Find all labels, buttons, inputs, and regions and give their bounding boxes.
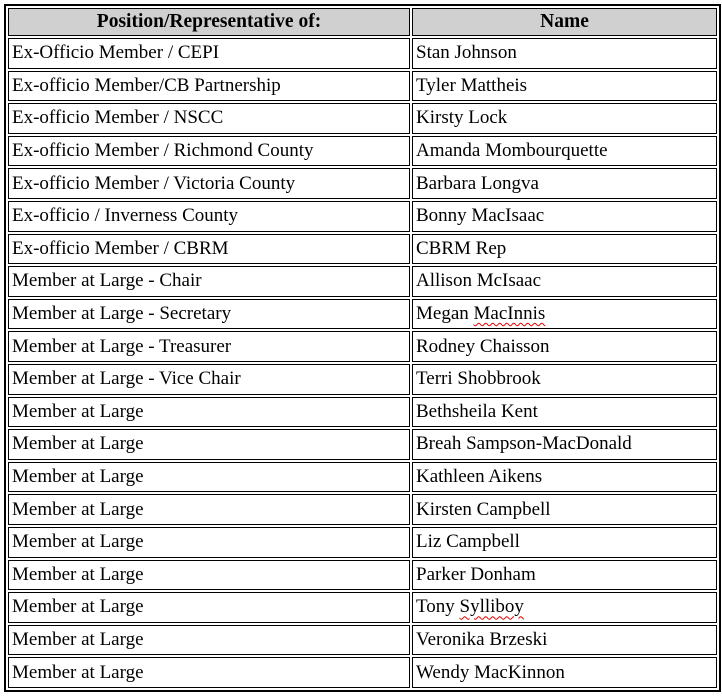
- position-cell: Member at Large: [8, 625, 410, 656]
- spellcheck-flagged-word: Sylliboy: [459, 596, 524, 618]
- name-cell: Wendy MacKinnon: [412, 657, 717, 688]
- spellcheck-flagged-word: MacInnis: [473, 303, 546, 325]
- position-cell: Member at Large - Secretary: [8, 299, 410, 330]
- table-row: [8, 331, 717, 362]
- table-row: [8, 103, 717, 134]
- table-row: [8, 560, 717, 591]
- name-cell: Stan Johnson: [412, 38, 717, 69]
- members-table: [4, 4, 721, 692]
- name-first: Tony: [416, 596, 455, 618]
- table-row: [8, 136, 717, 167]
- name-cell: [412, 299, 717, 330]
- position-cell: Ex-officio Member/CB Partnership: [8, 71, 410, 102]
- position-cell: Member at Large: [8, 657, 410, 688]
- name-cell: Bonny MacIsaac: [412, 201, 717, 232]
- table-row: [8, 397, 717, 428]
- table-row: [8, 299, 717, 330]
- column-header-position: Position/Representative of:: [8, 8, 410, 36]
- table-row: [8, 201, 717, 232]
- name-cell: Amanda Mombourquette: [412, 136, 717, 167]
- position-cell: Member at Large: [8, 397, 410, 428]
- table-row: [8, 38, 717, 69]
- name-cell: Parker Donham: [412, 560, 717, 591]
- table-row: [8, 234, 717, 265]
- position-cell: Member at Large: [8, 560, 410, 591]
- name-cell: Liz Campbell: [412, 527, 717, 558]
- table-row: [8, 592, 717, 623]
- table-row: [8, 625, 717, 656]
- position-cell: Ex-officio Member / Victoria County: [8, 168, 410, 199]
- table-row: [8, 429, 717, 460]
- position-cell: Member at Large: [8, 494, 410, 525]
- name-cell: [412, 592, 717, 623]
- table-row: [8, 266, 717, 297]
- position-cell: Ex-officio Member / NSCC: [8, 103, 410, 134]
- table-row: [8, 527, 717, 558]
- table-row: [8, 364, 717, 395]
- name-cell: Allison McIsaac: [412, 266, 717, 297]
- name-cell: Barbara Longva: [412, 168, 717, 199]
- table-row: [8, 168, 717, 199]
- position-cell: Member at Large: [8, 592, 410, 623]
- name-cell: Breah Sampson-MacDonald: [412, 429, 717, 460]
- position-cell: Member at Large - Vice Chair: [8, 364, 410, 395]
- position-cell: Ex-Officio Member / CEPI: [8, 38, 410, 69]
- name-cell: Kirsty Lock: [412, 103, 717, 134]
- position-cell: Member at Large - Treasurer: [8, 331, 410, 362]
- name-cell: Rodney Chaisson: [412, 331, 717, 362]
- position-cell: Member at Large: [8, 429, 410, 460]
- name-cell: Bethsheila Kent: [412, 397, 717, 428]
- table-row: [8, 494, 717, 525]
- table-header-row: [8, 8, 717, 36]
- name-cell: CBRM Rep: [412, 234, 717, 265]
- name-first: Megan: [416, 303, 469, 325]
- name-cell: Tyler Mattheis: [412, 71, 717, 102]
- position-cell: Ex-officio Member / Richmond County: [8, 136, 410, 167]
- name-cell: Terri Shobbrook: [412, 364, 717, 395]
- position-cell: Member at Large: [8, 462, 410, 493]
- position-cell: Ex-officio Member / CBRM: [8, 234, 410, 265]
- column-header-name: Name: [412, 8, 717, 36]
- position-cell: Ex-officio / Inverness County: [8, 201, 410, 232]
- position-cell: Member at Large - Chair: [8, 266, 410, 297]
- table-row: [8, 462, 717, 493]
- name-cell: Kathleen Aikens: [412, 462, 717, 493]
- position-cell: Member at Large: [8, 527, 410, 558]
- table-row: [8, 657, 717, 688]
- name-cell: Kirsten Campbell: [412, 494, 717, 525]
- name-cell: Veronika Brzeski: [412, 625, 717, 656]
- table-row: [8, 71, 717, 102]
